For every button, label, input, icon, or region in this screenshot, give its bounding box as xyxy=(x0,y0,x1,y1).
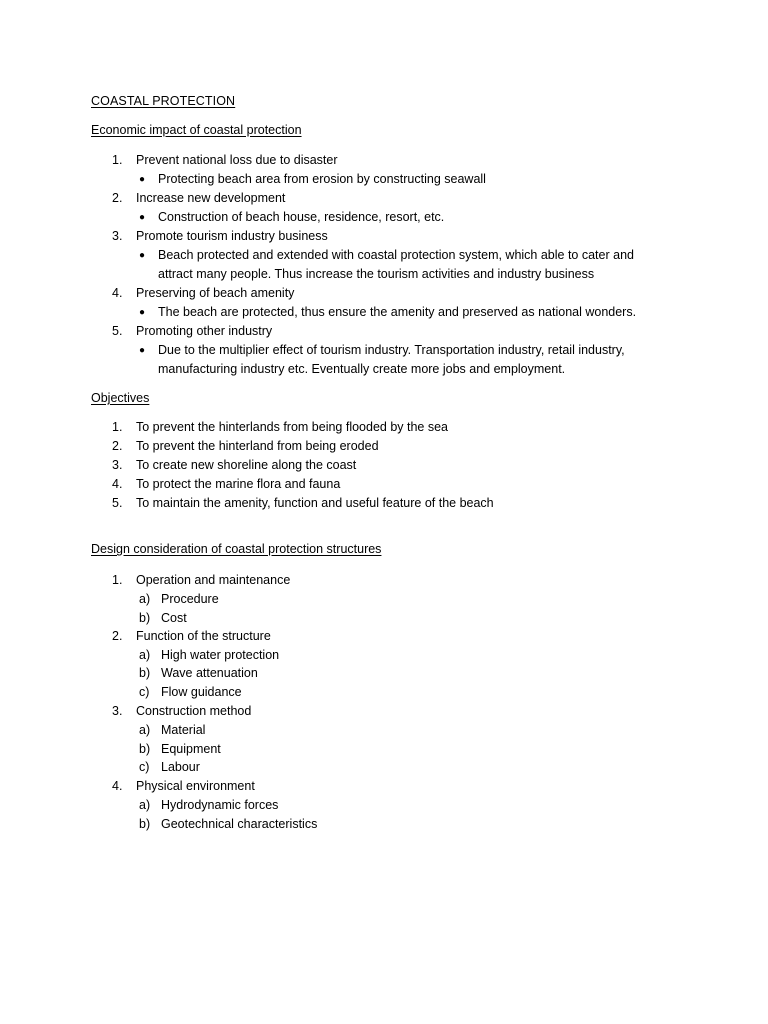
item-text: To maintain the amenity, function and useful feature of the beach xyxy=(136,496,494,510)
sub-item-letter: b) xyxy=(139,611,151,625)
sub-item-letter: b) xyxy=(139,742,151,756)
bullet-text: The beach are protected, thus ensure the amenity and preserved as national wonders. xyxy=(158,305,637,319)
item-number: 2. xyxy=(112,439,123,453)
item-number: 2. xyxy=(112,629,123,643)
item-number: 5. xyxy=(112,496,123,510)
bullet-icon: ● xyxy=(139,345,146,356)
item-text: Prevent national loss due to disaster xyxy=(136,153,338,167)
section-heading-design-consideration: Design consideration of coastal protection structures xyxy=(91,542,382,556)
item-text: Operation and maintenance xyxy=(136,573,291,587)
item-number: 5. xyxy=(112,324,123,338)
item-text: To protect the marine flora and fauna xyxy=(136,477,341,491)
sub-item-letter: a) xyxy=(139,648,151,662)
sub-item-letter: a) xyxy=(139,592,151,606)
bullet-text: Construction of beach house, residence, resort, etc. xyxy=(158,210,445,224)
bullet-icon: ● xyxy=(139,212,146,223)
sub-item-letter: a) xyxy=(139,798,151,812)
item-text: Physical environment xyxy=(136,779,255,793)
sub-item-letter: c) xyxy=(139,760,150,774)
bullet-icon: ● xyxy=(139,250,146,261)
item-number: 1. xyxy=(112,153,123,167)
sub-item-text: High water protection xyxy=(161,648,280,662)
item-text: Promote tourism industry business xyxy=(136,229,328,243)
item-text: Function of the structure xyxy=(136,629,271,643)
item-text: Preserving of beach amenity xyxy=(136,286,295,300)
item-text: To prevent the hinterland from being eroded xyxy=(136,439,379,453)
sub-item-letter: b) xyxy=(139,817,151,831)
sub-item-text: Cost xyxy=(161,611,187,625)
sub-item-text: Labour xyxy=(161,760,200,774)
item-number: 3. xyxy=(112,704,123,718)
sub-item-text: Wave attenuation xyxy=(161,666,258,680)
sub-item-text: Equipment xyxy=(161,742,221,756)
item-text: To create new shoreline along the coast xyxy=(136,458,357,472)
item-number: 4. xyxy=(112,477,123,491)
bullet-text: Due to the multiplier effect of tourism industry. Transportation industry, retail industry, manufacturing industry etc. Eventually create more jobs and employment. xyxy=(158,343,625,376)
page-title: COASTAL PROTECTION xyxy=(91,94,236,108)
bullet-text: Beach protected and extended with coastal protection system, which able to cater and attract many people. Thus increase the tourism activities and industry business xyxy=(158,248,634,281)
item-number: 3. xyxy=(112,458,123,472)
sub-item-letter: a) xyxy=(139,723,151,737)
item-number: 2. xyxy=(112,191,123,205)
bullet-text: Protecting beach area from erosion by constructing seawall xyxy=(158,172,486,186)
section-heading-economic-impact: Economic impact of coastal protection xyxy=(91,123,302,137)
item-number: 4. xyxy=(112,779,123,793)
sub-item-text: Procedure xyxy=(161,592,219,606)
item-number: 1. xyxy=(112,420,123,434)
item-text: To prevent the hinterlands from being flooded by the sea xyxy=(136,420,449,434)
bullet-icon: ● xyxy=(139,174,146,185)
item-text: Promoting other industry xyxy=(136,324,273,338)
sub-item-text: Hydrodynamic forces xyxy=(161,798,279,812)
item-text: Construction method xyxy=(136,704,252,718)
section-heading-objectives: Objectives xyxy=(91,391,150,405)
sub-item-letter: b) xyxy=(139,666,151,680)
item-number: 4. xyxy=(112,286,123,300)
item-text: Increase new development xyxy=(136,191,286,205)
sub-item-letter: c) xyxy=(139,685,150,699)
item-number: 1. xyxy=(112,573,123,587)
sub-item-text: Material xyxy=(161,723,206,737)
sub-item-text: Geotechnical characteristics xyxy=(161,817,318,831)
item-number: 3. xyxy=(112,229,123,243)
bullet-icon: ● xyxy=(139,307,146,318)
sub-item-text: Flow guidance xyxy=(161,685,242,699)
